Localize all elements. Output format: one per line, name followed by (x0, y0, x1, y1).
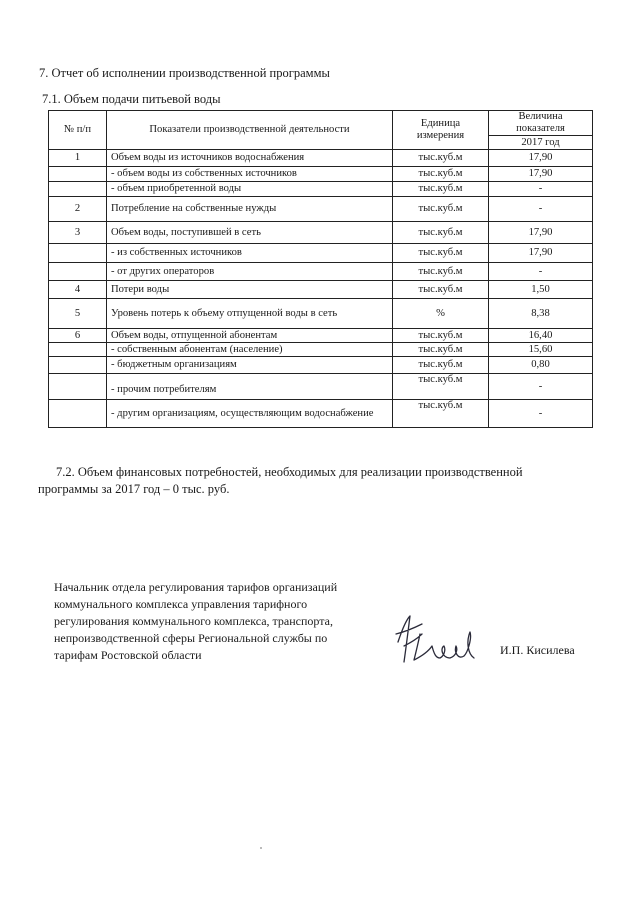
row-indicator: - из собственных источников (107, 244, 393, 263)
row-unit: тыс.куб.м (393, 357, 489, 374)
table-row (49, 222, 593, 244)
handwritten-signature (392, 612, 478, 666)
row-unit: тыс.куб.м (393, 150, 489, 167)
row-value: - (489, 182, 593, 197)
row-unit: тыс.куб.м (393, 197, 489, 222)
row-value: - (489, 197, 593, 222)
position-line: непроизводственной сферы Региональной службы по (54, 631, 328, 645)
row-indicator: Объем воды, поступившей в сеть (107, 222, 393, 244)
row-unit: тыс.куб.м (393, 400, 489, 428)
row-value: 17,90 (489, 244, 593, 263)
position-line: регулирования коммунального комплекса, транспорта, (54, 614, 333, 628)
row-num: 6 (49, 329, 107, 343)
row-unit: тыс.куб.м (393, 374, 489, 400)
row-num (49, 343, 107, 357)
table-row (49, 343, 593, 357)
row-num (49, 374, 107, 400)
row-value: - (489, 400, 593, 428)
row-unit: тыс.куб.м (393, 281, 489, 299)
row-indicator: Потребление на собственные нужды (107, 197, 393, 222)
row-unit: тыс.куб.м (393, 263, 489, 281)
row-unit: тыс.куб.м (393, 244, 489, 263)
row-num (49, 263, 107, 281)
row-unit: тыс.куб.м (393, 167, 489, 182)
section-title: 7. Отчет об исполнении производственной программы (39, 66, 330, 80)
row-value: - (489, 263, 593, 281)
table-row (49, 400, 593, 428)
row-indicator: - объем воды из собственных источников (107, 167, 393, 182)
row-unit: тыс.куб.м (393, 329, 489, 343)
row-unit: тыс.куб.м (393, 222, 489, 244)
header-num: № п/п (49, 111, 107, 150)
row-unit: % (393, 299, 489, 329)
row-num (49, 167, 107, 182)
row-value: 15,60 (489, 343, 593, 357)
table-row (49, 299, 593, 329)
row-num (49, 400, 107, 428)
position-line: Начальник отдела регулирования тарифов организаций (54, 580, 338, 594)
subsection-title: 7.1. Объем подачи питьевой воды (42, 92, 221, 106)
row-num (49, 357, 107, 374)
row-indicator: - объем приобретенной воды (107, 182, 393, 197)
table-row (49, 150, 593, 167)
row-value: 16,40 (489, 329, 593, 343)
row-num (49, 244, 107, 263)
table-row (49, 281, 593, 299)
table-row (49, 374, 593, 400)
row-indicator: Потери воды (107, 281, 393, 299)
table-row (49, 167, 593, 182)
table-row (49, 357, 593, 374)
row-num: 4 (49, 281, 107, 299)
header-unit: Единица измерения (393, 111, 489, 150)
row-indicator: - собственным абонентам (население) (107, 343, 393, 357)
paragraph-line-1: 7.2. Объем финансовых потребностей, необходимых для реализации производственной (56, 465, 523, 479)
table-row (49, 182, 593, 197)
row-num (49, 182, 107, 197)
header-indicator: Показатели производственной деятельности (107, 111, 393, 150)
header-value: Величина показателя (489, 111, 593, 136)
scan-speck (260, 847, 262, 849)
signatory-position (54, 579, 374, 664)
position-line: коммунального комплекса управления тарифного (54, 597, 308, 611)
row-value: - (489, 374, 593, 400)
row-indicator: - бюджетным организациям (107, 357, 393, 374)
row-value: 0,80 (489, 357, 593, 374)
row-value: 8,38 (489, 299, 593, 329)
row-num: 3 (49, 222, 107, 244)
position-line: тарифам Ростовской области (54, 648, 202, 662)
row-unit: тыс.куб.м (393, 343, 489, 357)
paragraph-line-2: программы за 2017 год – 0 тыс. руб. (38, 482, 230, 496)
row-value: 1,50 (489, 281, 593, 299)
row-indicator: - от других операторов (107, 263, 393, 281)
row-value: 17,90 (489, 222, 593, 244)
row-num: 1 (49, 150, 107, 167)
row-unit: тыс.куб.м (393, 182, 489, 197)
row-indicator: - прочим потребителям (107, 374, 393, 400)
row-value: 17,90 (489, 167, 593, 182)
table-row (49, 263, 593, 281)
row-indicator: Объем воды из источников водоснабжения (107, 150, 393, 167)
header-year: 2017 год (489, 136, 593, 150)
water-supply-table (48, 110, 593, 428)
row-num: 5 (49, 299, 107, 329)
row-num: 2 (49, 197, 107, 222)
table-row (49, 244, 593, 263)
row-indicator: Уровень потерь к объему отпущенной воды в сеть (107, 299, 393, 329)
table-row (49, 329, 593, 343)
signatory-name: И.П. Кисилева (500, 643, 575, 657)
table-row (49, 197, 593, 222)
row-indicator: Объем воды, отпущенной абонентам (107, 329, 393, 343)
financial-needs-paragraph (38, 464, 576, 498)
row-indicator: - другим организациям, осуществляющим водоснабжение (107, 400, 393, 428)
row-value: 17,90 (489, 150, 593, 167)
